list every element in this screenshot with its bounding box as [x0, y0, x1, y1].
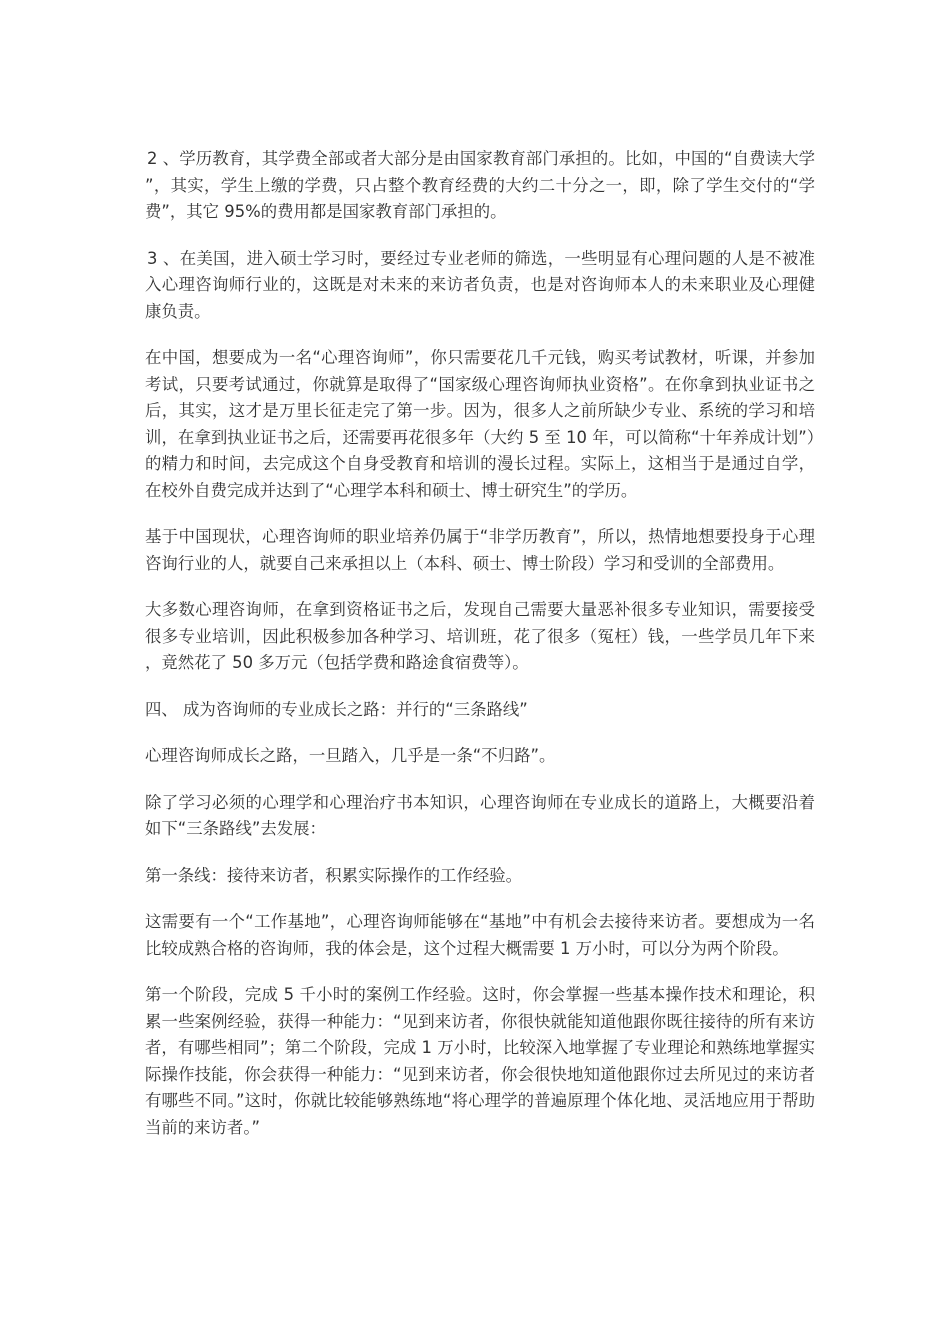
paragraph-first-route: 第一条线：接待来访者，积累实际操作的工作经验。: [145, 865, 522, 885]
paragraph-china-certification: 在中国，想要成为一名“心理咨询师”，你只需要花几千元钱，购买考试教材，听课，并参加考试，只要考试通过，你就算是取得了“国家级心理咨询师执业资格”。在你拿到执业证书之后，其实，这才是万里长征走完了第一步。因为，很多人之前所缺少专业、系统的学习和培训，在拿到执业证书之后，还需要再花很多年（大约 5 至 10 年，可以简称“十年养成计划”）的精力和时间，去完成这个自身受教育和培训的漫长过程。实际上，这相当于是通过自学，在校外自费完成并达到了“心理学本科和硕士、博士研究生”的学历。: [145, 348, 815, 500]
paragraph-three-routes: 除了学习必须的心理学和心理治疗书本知识，心理咨询师在专业成长的道路上，大概要沿着如下“三条路线”去发展：: [145, 792, 815, 838]
paragraph-us-masters-screening: 3 、在美国，进入硕士学习时，要经过专业老师的筛选，一些明显有心理问题的人是不被准入心理咨询师行业的，这既是对未来的来访者负责，也是对咨询师本人的未来职业及心理健康负责。: [145, 248, 815, 321]
paragraph-no-return-path: 心理咨询师成长之路，一旦踏入，几乎是一条“不归路”。: [145, 746, 556, 765]
paragraph-training-costs: 大多数心理咨询师，在拿到资格证书之后，发现自己需要大量恶补很多专业知识，需要接受很多专业培训，因此积极参加各种学习、培训班，花了很多（冤枉）钱，一些学员几年下来，竟然花了 50 多万元（包括学费和路途食宿费等）。: [145, 600, 815, 672]
section-heading-growth-paths: 四、 成为咨询师的专业成长之路：并行的“三条路线”: [145, 699, 528, 719]
paragraph-two-stages: 第一个阶段，完成 5 千小时的案例工作经验。这时，你会掌握一些基本操作技术和理论，积累一些案例经验，获得一种能力：“见到来访者，你很快就能知道他跟你既往接待的所有来访者，有哪些相同”；第二个阶段，完成 1 万小时，比较深入地掌握了专业理论和熟练地掌握实际操作技能，你会获得一种能力：“见到来访者，你会很快地知道他跟你过去所见过的来访者有哪些不同。”这时，你就比较能够熟练地“将心理学的普遍原理个体化地、灵活地应用于帮助当前的来访者。”: [145, 985, 815, 1137]
paragraph-non-degree-education: 基于中国现状，心理咨询师的职业培养仍属于“非学历教育”，所以，热情地想要投身于心理咨询行业的人，就要自己来承担以上（本科、硕士、博士阶段）学习和受训的全部费用。: [145, 527, 815, 573]
paragraph-tuition-education: 2 、学历教育，其学费全部或者大部分是由国家教育部门承担的。比如，中国的“自费读大学”，其实，学生上缴的学费，只占整个教育经费的大约二十分之一，即，除了学生交付的“学费”，其它 95%的费用都是国家教育部门承担的。: [145, 149, 815, 221]
document-page: [145, 146, 815, 1161]
paragraph-work-base: 这需要有一个“工作基地”，心理咨询师能够在“基地”中有机会去接待来访者。要想成为一名比较成熟合格的咨询师，我的体会是，这个过程大概需要 1 万小时，可以分为两个阶段。: [145, 912, 815, 958]
